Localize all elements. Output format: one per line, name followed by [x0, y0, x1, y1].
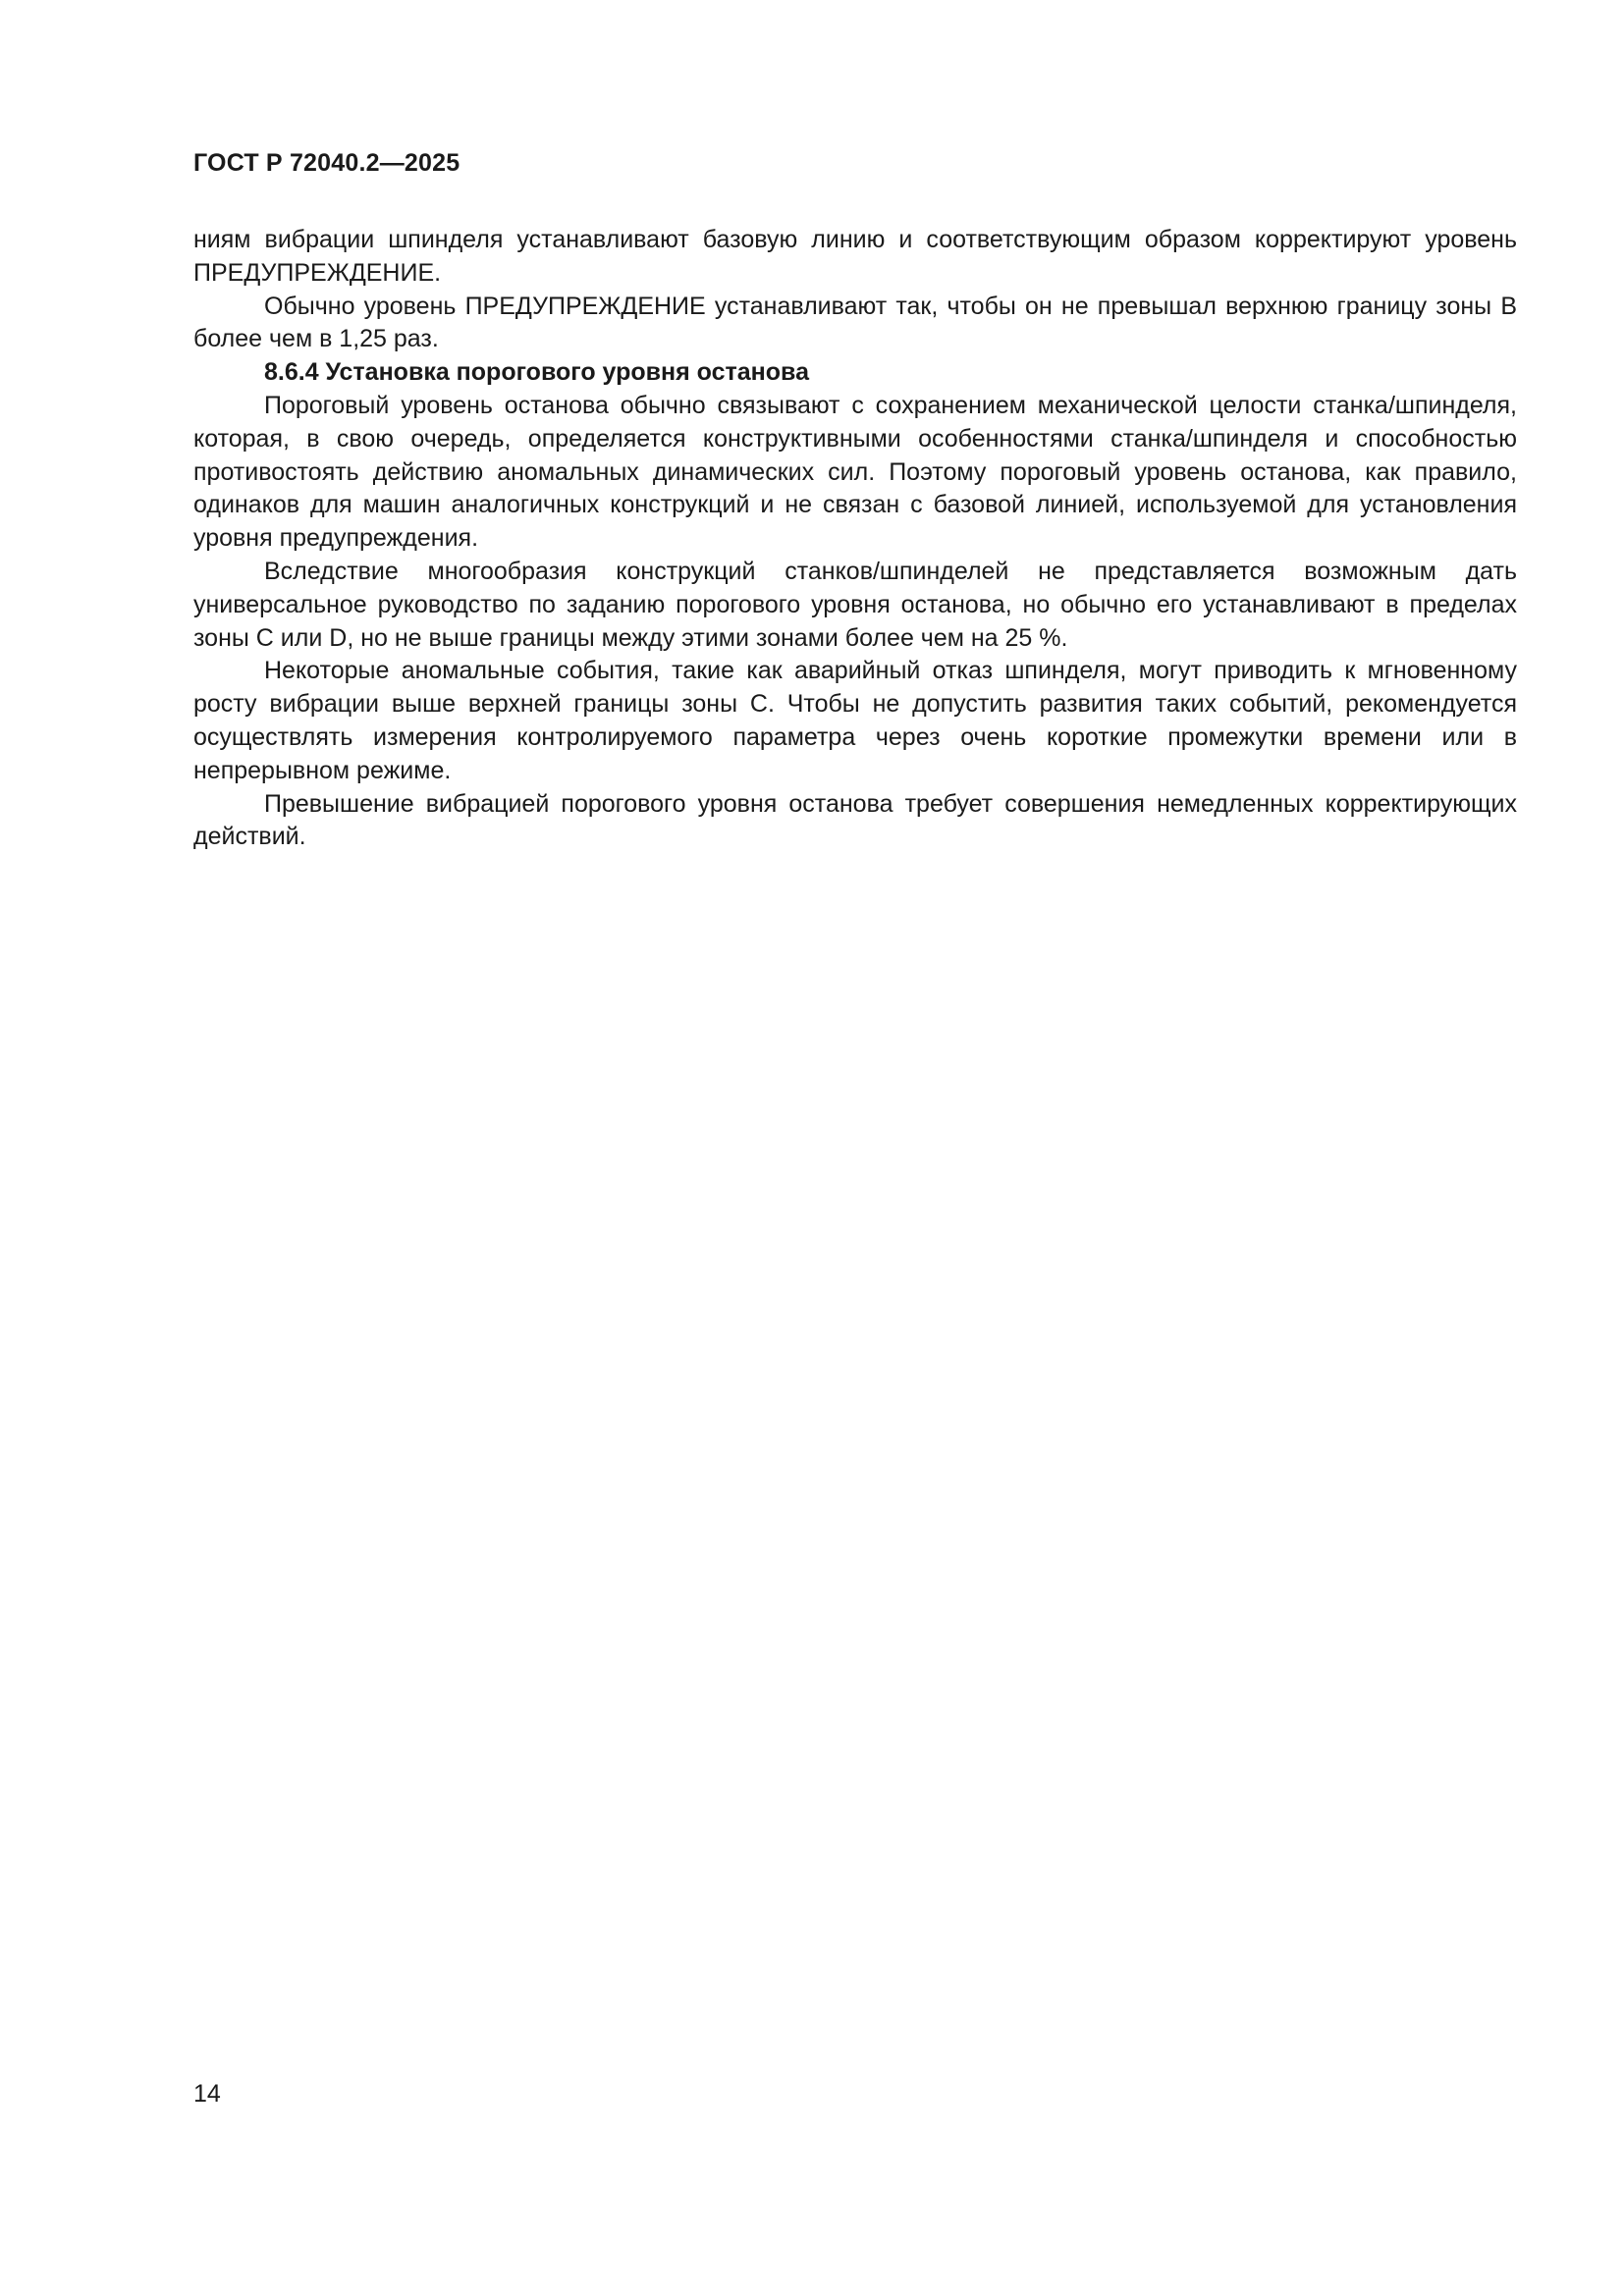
section-heading: 8.6.4 Установка порогового уровня останова — [264, 358, 809, 387]
paragraph-continuation: ниям вибрации шпинделя устанавливают базовую линию и соответствующим образом корректируют уровень ПРЕДУПРЕЖДЕНИЕ. — [193, 226, 1517, 287]
paragraph-stop-threshold: Пороговый уровень останова обычно связывают с сохранением механической целости станка/​шпинделя, которая, в свою очередь, определяется конструктивными особенностями станка/шпинделя и способностью противостоять действию аномальных динамических сил. Поэтому пороговый уровень останова, как правило, одинаков для машин аналогичных конструкций и не связан с базовой линией, используемой для установления уровня предупреждения. — [193, 391, 1517, 553]
page-number: 14 — [193, 2080, 221, 2108]
paragraph-corrective-actions: Превышение вибрацией порогового уровня останова требует совершения немедленных корректирующих действий. — [193, 789, 1517, 851]
document-body — [193, 224, 1517, 854]
document-header: ГОСТ Р 72040.2—2025 — [193, 149, 460, 177]
paragraph-abnormal-events: Некоторые аномальные события, такие как аварийный отказ шпинделя, могут приводить к мгновенному росту вибрации выше верхней границы зоны C. Чтобы не допустить развития таких событий, рекомендуется осуществлять измерения контролируемого параметра через очень короткие промежутки времени или в непрерывном режиме. — [193, 657, 1517, 784]
paragraph-warning-level: Обычно уровень ПРЕДУПРЕЖДЕНИЕ устанавливают так, чтобы он не превышал верхнюю границу зоны B более чем в 1,25 раз. — [193, 292, 1517, 353]
paragraph-design-variety: Вследствие многообразия конструкций станков/шпинделей не представляется возможным дать универсальное руководство по заданию порогового уровня останова, но обычно его устанавливают в пределах зоны C или D, но не выше границы между этими зонами более чем на 25 %. — [193, 557, 1517, 652]
